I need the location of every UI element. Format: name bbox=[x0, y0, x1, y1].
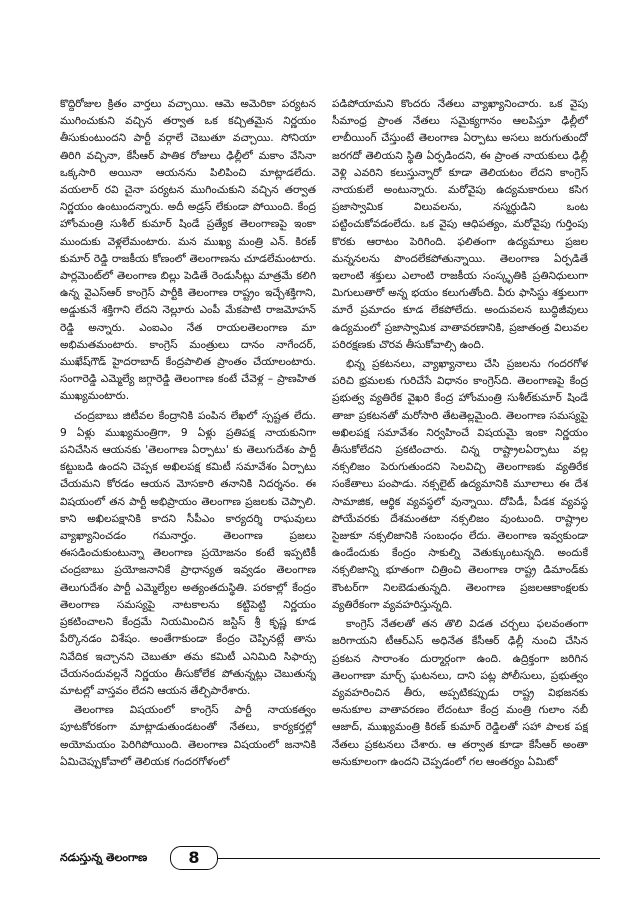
article-body bbox=[60, 96, 600, 876]
paragraph: తెలంగాణ విషయంలో కాంగ్రెస్ పార్టీ నాయకత్వం పూటకోరకంగా మాట్లాడుతుండటంతో నేతలు, కార్యకర్తల్లో అయోమయం పెరిగిపోయింది. తెలంగాణ విషయంలో జనానికి ఏమిచెప్పుకోవాలో తెలియక గందరగోళంలో bbox=[60, 704, 316, 768]
paragraph: భిన్న ప్రకటనలు, వ్యాఖ్యానాలు చేసి ప్రజలను గందరగోళ పరిచి భ్రమలకు గురిచేసే విధానం కాంగ్రెస్‌ది. తెలంగాణపై కేంద్ర ప్రభుత్వ వ్యతిరేక వైఖరి కేంద్ర హోంమంత్రి సుశీల్‌కుమార్ షిండే తాజా ప్రకటనతో మరోసారి తేటతెల్లమైంది. తెలంగాణ సమస్యపై అఖిలపక్ష సమావేశం నిర్వహించే విషయమై ఇంకా నిర్ణయం తీసుకోలేదని ప్రకటించారు. చిన్న రాష్ట్రాలఏర్పాటు వల్ల నక్సలిజం పెరుగుతుందని సెలవిచ్చి తెలంగాణకు వ్యతిరేక సంకేతాలు పంపాడు. నక్సలైట్ ఉద్యమానికి మూలాలు ఈ దేశ సామాజిక, ఆర్థిక వ్యవస్థలో వున్నాయి. దోపిడీ, పీడక వ్యవస్థ పోయేవరకు దేశమంతటా నక్సలిజం వుంటుంది. రాష్ట్రాల సైజుకూ నక్సలిజానికి సంబంధం లేదు. తెలంగాణ ఇవ్వకుండా ఉండేందుకు కేంద్రం సాకుల్ని వెతుక్కుంటున్నది. అందుకే నక్సలిజాన్ని భూతంగా చిత్రించి తెలంగాణ రాష్ట్ర డిమాండ్‌కు కౌంటర్‌గా నిలబెడుతున్నది. తెలంగాణ ప్రజలఆకాంక్షలకు వ్యతిరేకంగా వ్యవహరిస్తున్నది. bbox=[332, 358, 588, 611]
page-footer bbox=[60, 848, 600, 870]
page-number: 8 bbox=[170, 846, 218, 870]
paragraph: పడిపోయామని కొందరు నేతలు వ్యాఖ్యానించారు. ఒక వైపు సీమాంధ్ర ప్రాంత నేతలు సమైక్యగానం ఆలపిస్తూ ఢిల్లీలో లాబీయింగ్ చేస్తుంటే తెలంగాణ ఏర్పాటు అసలు జరుగుతుందో జరగదో తెలియని స్థితి ఏర్పడిందని, ఈ ప్రాంత నాయకులు ఢిల్లీ వెళ్లి ఎవరిని కలుస్తున్నారో కూడా తెలియటం లేదని కాంగ్రెస్ నాయకులే అంటున్నారు. మరోవైపు ఉద్యమకారులు కసిగ ప్రజాస్వామిక విలువలను, నస్మర్ధుడిని ఒంట పట్టించుకోవడంలేదు. ఒక వైపు ఆధిపత్యం, మరోవైపు గుర్తింపు కొరకు ఆరాటం పెరిగింది. ఫలితంగా ఉద్యమాలు ప్రజల మన్ననలను పొందలేకపోతున్నాయి. తెలంగాణ ఏర్పడితే ఇలాంటి శక్తులు ఎలాంటి రాజకీయ సంస్కృతికి ప్రతినిధులుగా మిగులుతారో అన్న భయం కలుగుతోంది. వీరు ఫాసిస్టు శక్తులుగా మారే ప్రమాదం కూడ లేకపోలేదు. అందువలన బుద్ధిజీవులు ఉద్యమంలో ప్రజాస్వామిక వాతావరణానికి, ప్రజాతంత్ర విలువల పరిరక్షణకు చొరవ తీసుకోవాల్సి ఉంది. bbox=[332, 98, 588, 351]
paragraph: కాంగ్రెస్ నేతలతో తన తొలి విడత చర్చలు ఫలవంతంగా జరిగాయని టీఆర్ఎస్ అధినేత కేసీఆర్ ఢిల్లీ నుంచి చేసిన ప్రకటన సారాంశం దుర్మార్గంగా ఉంది. ఉద్రిక్తంగా జరిగిన తెలంగాణా మార్చ్ ఘటనలు, దాని పట్ల పోలీసులు, ప్రభుత్వం వ్యవహరించిన తీరు, అప్పటికప్పుడు రాష్ట్ర విభజనకు అనుకూల వాతావరణం లేదంటూ కేంద్ర మంత్రి గులాం నబీ ఆజాద్, ముఖ్యమంత్రి కిరణ్ కుమార్ రెడ్డిలతో సహా పాలక పక్ష నేతలు ప్రకటనలు చేశారు. ఆ తర్వాత కూడా కేసీఆర్ అంతా అనుకూలంగా ఉందని చెప్పడంలో గల ఆంతర్యం ఏమిటో bbox=[332, 618, 588, 768]
right-column bbox=[332, 96, 588, 856]
paragraph: కొద్దిరోజుల క్రితం వార్తలు వచ్చాయి. ఆమె అమెరికా పర్యటన ముగించుకుని వచ్చిన తర్వాత ఒక కచ్చితమైన నిర్ణయం తీసుకుంటుందని పార్టీ వర్గాలే చెబుతూ వచ్చాయి. సోనియా తిరిగి వచ్చినా, కేసీఆర్ పాతిక రోజులు ఢిల్లీలో మకాం వేసినా ఒక్కసారి అయినా ఆయనను పిలిపించి మాట్లాడలేదు. వయలార్ రవి చైనా పర్యటన ముగించుకుని వచ్చిన తర్వాత నిర్ణయం ఉంటుందన్నారు. అదీ అడ్రస్ లేకుండా పోయింది. కేంద్ర హోంమంత్రి సుశీల్ కుమార్ షిండే ప్రత్యేక తెలంగాణపై ఇంకా ముందుకు వెళ్లలేమంటారు. మన ముఖ్య మంత్రి ఎన్. కిరణ్ కుమార్ రెడ్డి రాజకీయ కోణంలో తెలంగాణను చూడలేమంటారు. పార్లమెంట్‌లో తెలంగాణ బిల్లు పెడితే రెండుసీట్లు మాత్రమే కలిగి ఉన్న వైఎస్ఆర్ కాంగ్రెస్ పార్టీకి తెలంగాణ రాష్ట్రం ఇచ్చేశక్తిగాని, అడ్డుకునే శక్తిగాని లేదని నెల్లూరు ఎంపీ మేకపాటి రాజమోహన్ రెడ్డి అన్నారు. ఎంఐఎం నేత రాయలతెలంగాణ మా అభిమతమంటారు. కాంగ్రెస్ మంత్రులు దానం నాగేందర్, ముఖేష్‌గౌడ్ హైదరాబాద్ కేంద్రపాలిత ప్రాంతం చేయాలంటారు. సంగారెడ్డి ఎమ్మెల్యే జగ్గారెడ్డి తెలంగాణ కంటే చేవెళ్ల – ప్రాణహిత ముఖ్యమంటారు. bbox=[60, 98, 316, 403]
publication-name: నడుస్తున్న తెలంగాణ bbox=[60, 851, 148, 864]
paragraph: చంద్రబాబు జిటీవల కేంద్రానికి పంపిన లేఖలో స్పష్టత లేదు. 9 ఏళ్లు ముఖ్యమంత్రిగా, 9 ఏళ్లు ప్రతిపక్ష నాయకునిగా పనిచేసిన ఆయనకు 'తెలంగాణ ఏర్పాటు' కు తెలుగుదేశం పార్టీ కట్టుబడి ఉందని చెప్పక అఖిలపక్ష కమిటీ సమావేశం ఏర్పాటు చేయమని కోరడం ఆయన మోసకారి తనానికి నిదర్శనం. ఈ విషయంలో తన పార్టీ అభిప్రాయం తెలంగాణ ప్రజలకు చెప్పాలి. కాని అఖిలపక్షానికి కాదని సీపీఎం కార్యదర్శి రాఘవులు వ్యాఖ్యానించడం గమనార్హం. తెలంగాణ ప్రజలు ఈసడించుకుంటున్నా తెలంగాణ ప్రయోజనం కంటే ఇప్పటికీ చంద్రబాబు ప్రయోజనానికే ప్రాధాన్యత ఇవ్వడం తెలంగాణ తెలుగుదేశం పార్టీ ఎమ్మెల్యేల అత్యంతదుస్థితి. పరకాల్లో కేంద్రం తెలంగాణ సమస్యపై నాటకాలను కట్టిపెట్టి నిర్ణయం ప్రకటించాలని కేంద్రమే నియమించిన జస్టిస్ శ్రీ కృష్ణ కూడ పేర్కొనడం విశేషం. అంతేగాకుండా కేంద్రం చెప్పినట్లే తాను నివేదిక ఇచ్చానని చెబుతూ తమ కమిటీ ఎనిమిది సిఫార్సు చేయనందువల్లనే నిర్ణయం తీసుకోలేక పోతున్నట్లు చెబుతున్న మాటల్లో వాస్తవం లేదని ఆయన తేల్చిపారేశారు. bbox=[60, 409, 316, 697]
left-column bbox=[60, 96, 316, 856]
footer-rule bbox=[202, 858, 600, 859]
